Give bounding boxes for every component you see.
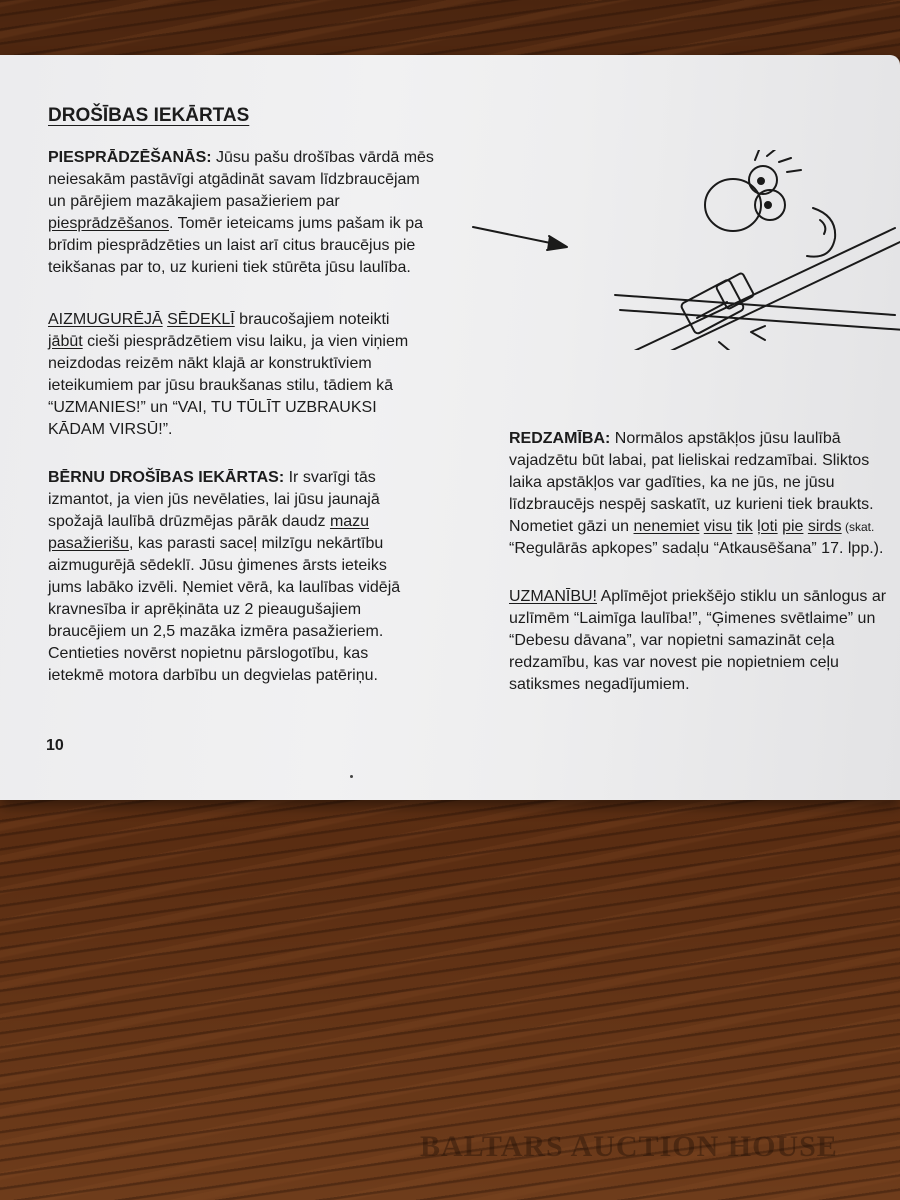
text: brīdim piesprādzēties un laist arī citus braucējus pie: [48, 237, 416, 254]
text: satiksmes negadījumiem.: [509, 676, 690, 693]
seatbelt-cartoon-illustration: [465, 150, 900, 350]
text: Aplīmējot priekšējo stiklu un sānlogus ar: [597, 588, 887, 605]
underlined-word: jābūt: [48, 333, 83, 350]
text: līdzbraucējs nespēj saskatīt, uz kurieni tiek braukts.: [509, 496, 874, 513]
text: braucējiem un 2,5 mazāka izmēra pasažieriem.: [48, 623, 384, 640]
text: aizmugurējā sēdeklī. Jūsu ģimenes ārsts ieteiks: [48, 557, 387, 574]
underlined-word: ļoti: [757, 518, 778, 535]
text: Ir svarīgi tās: [284, 469, 376, 486]
text: jums labāko izvēli. Ņemiet vērā, ka laulības vidējā: [48, 579, 401, 596]
text: spožajā laulībā drūzmējas pārāk daudz: [48, 513, 330, 530]
underlined-word: piesprādzēšanos: [48, 215, 169, 232]
text: , kas parasti saceļ milzīgu nekārtību: [128, 535, 384, 552]
underlined-word: pasažierišu: [48, 535, 129, 552]
right-column: [509, 428, 900, 715]
text: . Tomēr ieteicams jums pašam ik pa: [168, 215, 423, 232]
text: neizdodas reizēm nākt klajā ar konstruktīviem: [48, 355, 372, 372]
text: izmantot, ja vien jūs nevēlaties, lai jūsu jaunajā: [48, 491, 380, 508]
text: “UZMANIES!” un “VAI, TU TŪLĪT UZBRAUKSI: [48, 399, 377, 416]
text: Normālos apstākļos jūsu laulībā: [610, 430, 841, 447]
text: laika apstākļos var gadīties, ka ne jūs, ne jūsu: [509, 474, 835, 491]
auction-watermark: BALTARS AUCTION HOUSE: [420, 1130, 838, 1163]
underlined-word: visu: [703, 518, 733, 535]
text: kravnesība ir aprēķināta uz 2 pieaugušajiem: [48, 601, 362, 618]
label-visibility: REDZAMĪBA:: [509, 430, 611, 447]
text: cieši piesprādzētiem visu laiku, ja vien viņiem: [82, 333, 409, 350]
paragraph-visibility: [509, 428, 900, 560]
text: uzlīmēm “Laimīga laulība!”, “Ģimenes svētlaime” un: [509, 610, 876, 627]
text: vajadzētu būt labai, pat lieliskai redzamībai. Sliktos: [509, 452, 870, 469]
paragraph-warning: [509, 586, 900, 696]
text: ietekmē motora darbību un degvielas patēriņu.: [48, 667, 378, 684]
text: (skat.: [841, 520, 875, 534]
text: redzamību, kas var novest pie nopietniem ceļu: [509, 654, 839, 671]
underlined-word: sirds: [807, 518, 842, 535]
text: braucošajiem noteikti: [234, 311, 390, 328]
page-number: 10: [46, 737, 64, 754]
text: “Debesu dāvana”, var nopietni samazināt ceļa: [509, 632, 835, 649]
text: ieteikumiem par jūsu braukšanas stilu, tādiem kā: [48, 377, 394, 394]
label-buckling: PIESPRĀDZĒŠANĀS:: [48, 149, 212, 166]
paragraph-buckling: [48, 147, 478, 279]
underlined-word: nenemiet: [633, 518, 700, 535]
underlined-word: UZMANĪBU!: [509, 588, 597, 605]
section-heading: DROŠĪBAS IEKĀRTAS: [48, 105, 250, 126]
underlined-word: SĒDEKLĪ: [167, 311, 235, 328]
left-column: [48, 105, 478, 707]
text: KĀDAM VIRSŪ!”.: [48, 421, 173, 438]
booklet-page: [0, 55, 900, 800]
underlined-word: AIZMUGURĒJĀ: [48, 311, 163, 328]
print-speck: [350, 775, 353, 778]
text: un pārējiem mazākajiem pasažieriem par: [48, 193, 340, 210]
paragraph-rear-seat: [48, 309, 478, 441]
text: Nometiet gāzi un: [509, 518, 634, 535]
text: neiesakām pastāvīgi atgādināt savam līdzbraucējam: [48, 171, 420, 188]
text: Centieties novērst nopietnu pārslogotību, kas: [48, 645, 369, 662]
text: “Regulārās apkopes” sadaļu “Atkausēšana” 17. lpp.).: [509, 540, 884, 557]
label-child-safety: BĒRNU DROŠĪBAS IEKĀRTAS:: [48, 469, 285, 486]
text: Jūsu pašu drošības vārdā mēs: [211, 149, 434, 166]
underlined-word: pie: [782, 518, 804, 535]
underlined-word: mazu: [329, 513, 370, 530]
paragraph-child-safety: [48, 467, 478, 687]
text: teikšanas par to, uz kurieni tiek stūrēta jūsu laulība.: [48, 259, 411, 276]
underlined-word: tik: [736, 518, 753, 535]
